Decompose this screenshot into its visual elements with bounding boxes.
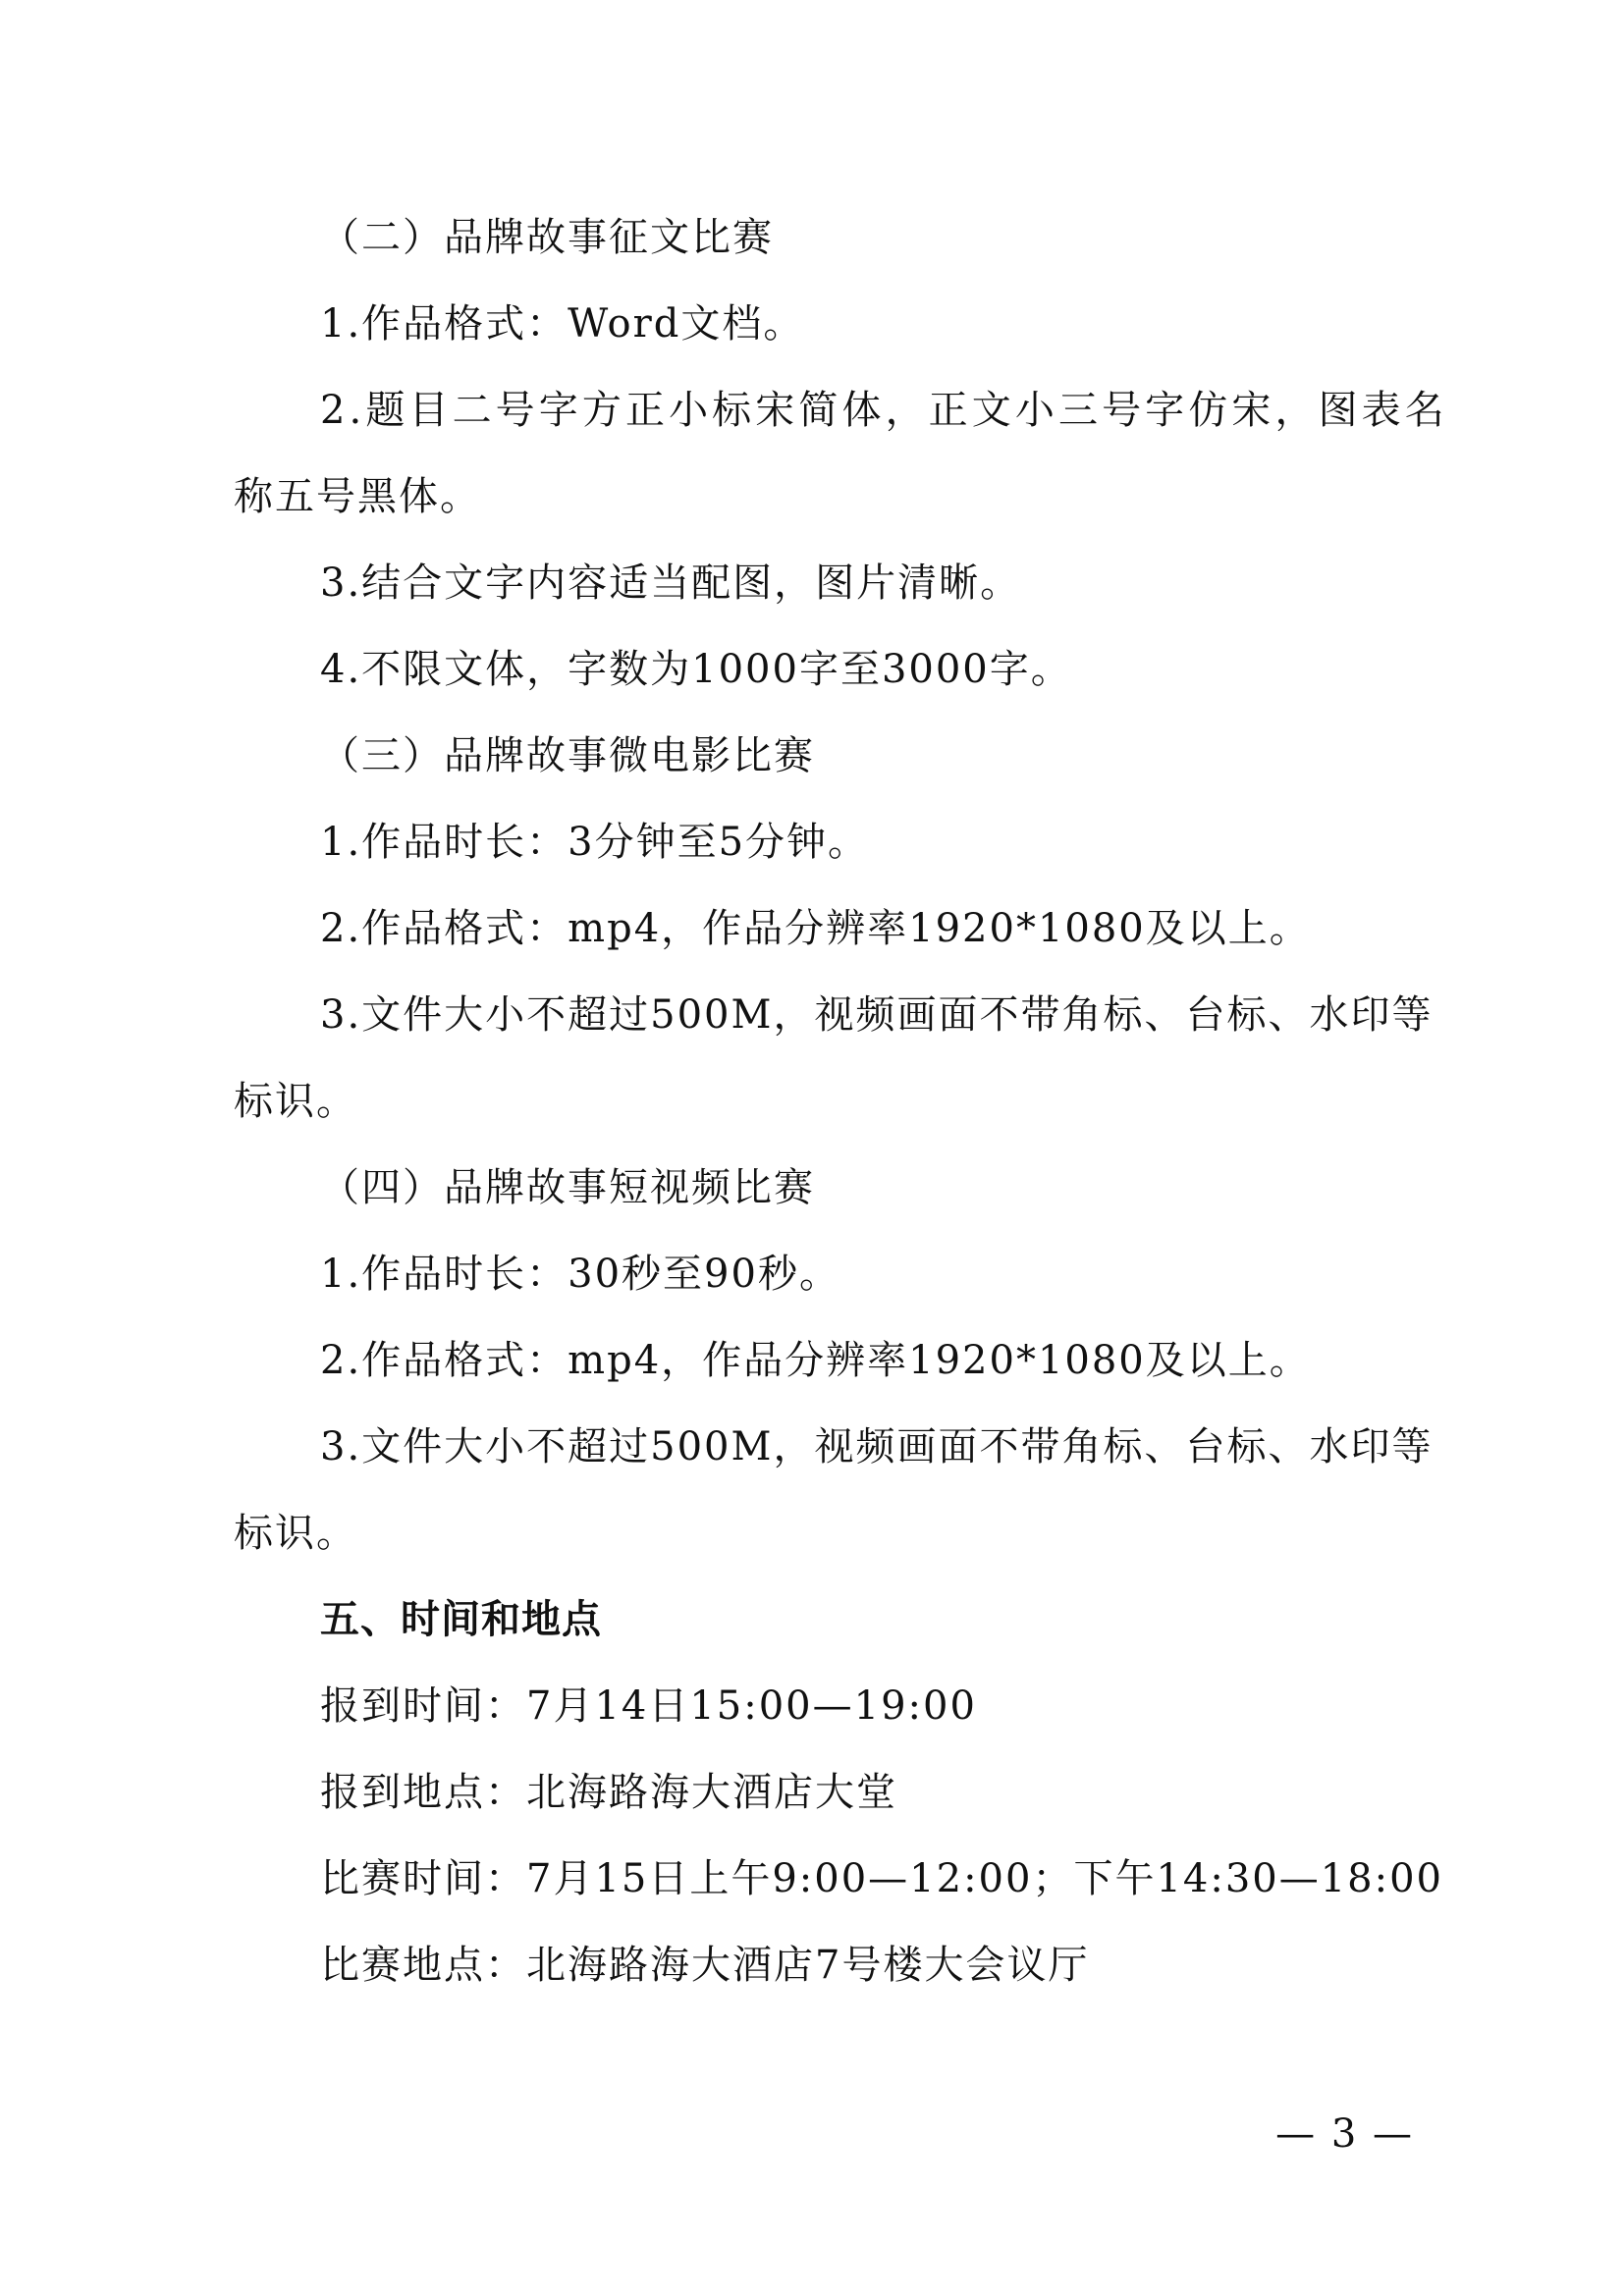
essay-item-3: 3.结合文字内容适当配图，图片清晰。: [320, 561, 1022, 606]
short-video-item-3-cont: 标识。: [234, 1511, 357, 1556]
essay-item-1: 1.作品格式：Word文档。: [320, 301, 805, 347]
film-item-1: 1.作品时长：3分钟至5分钟。: [320, 820, 870, 865]
checkin-location: 报到地点：北海路海大酒店大堂: [320, 1770, 897, 1815]
film-item-3: 3.文件大小不超过500M，视频画面不带角标、台标、水印等: [320, 992, 1434, 1038]
essay-item-2-cont: 称五号黑体。: [234, 474, 481, 519]
competition-time: 比赛时间：7月15日上午9:00—12:00；下午14:30—18:00: [320, 1856, 1443, 1901]
section-heading-time-location: 五、时间和地点: [320, 1597, 602, 1642]
film-item-3-cont: 标识。: [234, 1079, 357, 1124]
short-video-item-1: 1.作品时长：30秒至90秒。: [320, 1252, 840, 1297]
competition-location: 比赛地点：北海路海大酒店7号楼大会议厅: [320, 1943, 1090, 1988]
essay-item-2: 2.题目二号字方正小标宋简体，正文小三号字仿宋，图表名: [320, 388, 1448, 433]
section-heading-essay: （二）品牌故事征文比赛: [320, 215, 774, 260]
section-heading-film: （三）品牌故事微电影比赛: [320, 733, 815, 778]
film-item-2: 2.作品格式：mp4，作品分辨率1920*1080及以上。: [320, 906, 1311, 951]
short-video-item-2: 2.作品格式：mp4，作品分辨率1920*1080及以上。: [320, 1338, 1311, 1383]
page-number: — 3 —: [1275, 2111, 1414, 2157]
short-video-item-3: 3.文件大小不超过500M，视频画面不带角标、台标、水印等: [320, 1424, 1434, 1469]
checkin-time: 报到时间：7月14日15:00—19:00: [320, 1683, 977, 1729]
section-heading-short-video: （四）品牌故事短视频比赛: [320, 1165, 815, 1210]
essay-item-4: 4.不限文体，字数为1000字至3000字。: [320, 647, 1072, 692]
